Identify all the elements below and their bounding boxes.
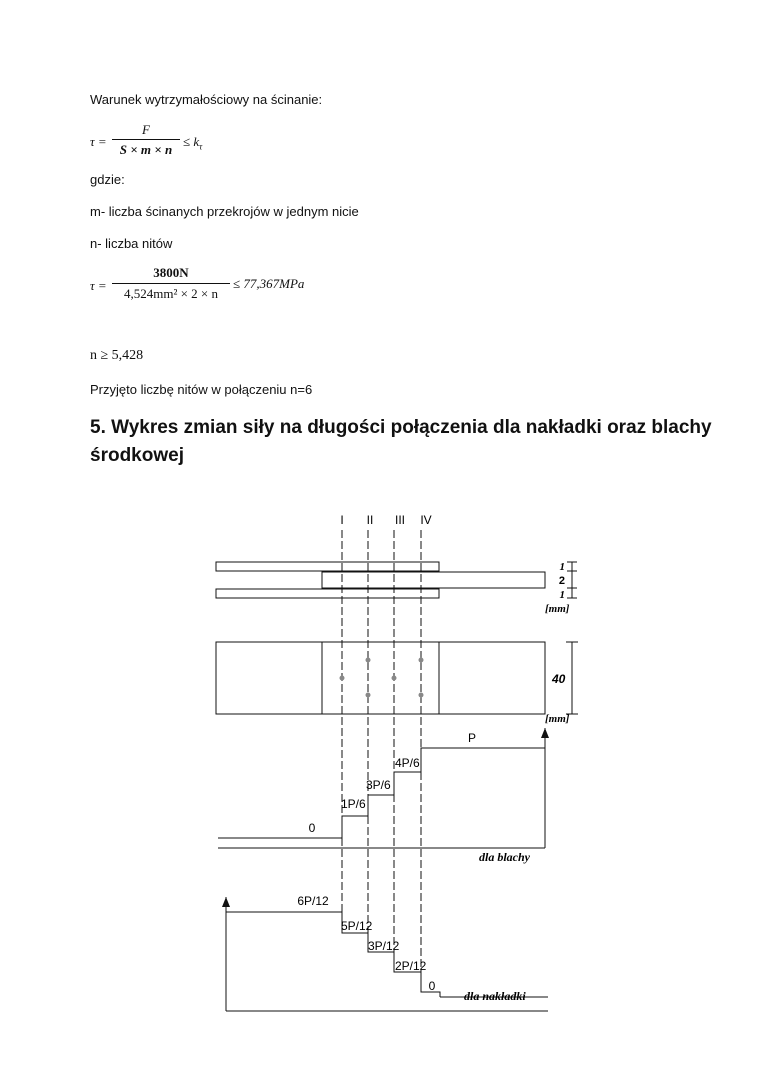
- nakladka-step-4: 0: [428, 979, 436, 993]
- formula1-rhs: ≤ $k_\tau$: [183, 134, 203, 152]
- unit-label-top: [mm]: [545, 603, 570, 615]
- blacha-step-1: 1P/6: [341, 797, 366, 811]
- nakladka-step-2: 3P/12: [368, 939, 400, 953]
- bottom-cover-plate: [216, 589, 439, 598]
- formula2-lhs: τ =: [90, 278, 107, 293]
- dim-top: 1: [559, 561, 565, 573]
- blacha-step-3: 4P/6: [395, 756, 420, 770]
- strength-condition-text: Warunek wytrzymałościowy na ścinanie:: [90, 92, 323, 107]
- rivet-dots: [340, 658, 424, 698]
- unit-label-bottom: [mm]: [545, 713, 570, 725]
- blacha-step-0: 0: [308, 821, 316, 835]
- formula1-denominator: S × m × n: [119, 142, 173, 157]
- nakladka-step-3: 2P/12: [395, 959, 427, 973]
- formula2-rhs: ≤ 77,367MPa: [233, 276, 305, 291]
- section-label-IV: IV: [420, 513, 432, 527]
- section-label-I: I: [340, 513, 344, 527]
- dim-bottom: 1: [559, 589, 565, 601]
- blacha-arrow-head: [541, 728, 549, 738]
- plan-view-outer: [216, 642, 545, 714]
- dim-middle: 2: [558, 575, 565, 587]
- formula-n-result: n ≥ 5,428: [90, 348, 144, 363]
- section-label-III: III: [394, 513, 406, 527]
- section-heading: 5. Wykres zmian siły na długości połączenia dla nakładki oraz blachy środkowej: [90, 417, 712, 466]
- section-label-II: II: [366, 513, 374, 527]
- blacha-step-line: [342, 748, 545, 848]
- width-label: 40: [552, 672, 566, 686]
- nakladka-label: dla nakładki: [464, 989, 526, 1003]
- formula2-denominator: 4,524mm² × 2 × n: [123, 286, 219, 301]
- formula1-numerator: F: [142, 122, 150, 137]
- formula2-numerator: 3800N: [153, 265, 189, 280]
- blacha-label: dla blachy: [479, 850, 530, 864]
- gdzie-text: gdzie:: [90, 172, 125, 187]
- top-cover-plate: [216, 562, 439, 571]
- formula1-lhs: τ =: [90, 134, 107, 149]
- blacha-step-4: P: [467, 731, 477, 745]
- blacha-step-2: 3P/6: [366, 778, 391, 792]
- accepted-rivets-text: Przyjęto liczbę nitów w połączeniu n=6: [90, 382, 313, 397]
- n-definition: n- liczba nitów: [90, 236, 173, 251]
- m-definition: m- liczba ścinanych przekrojów w jednym nicie: [90, 204, 359, 219]
- nakladka-step-1: 5P/12: [341, 919, 373, 933]
- nakladka-step-0: 6P/12: [297, 894, 329, 908]
- middle-plate-section: [322, 572, 545, 588]
